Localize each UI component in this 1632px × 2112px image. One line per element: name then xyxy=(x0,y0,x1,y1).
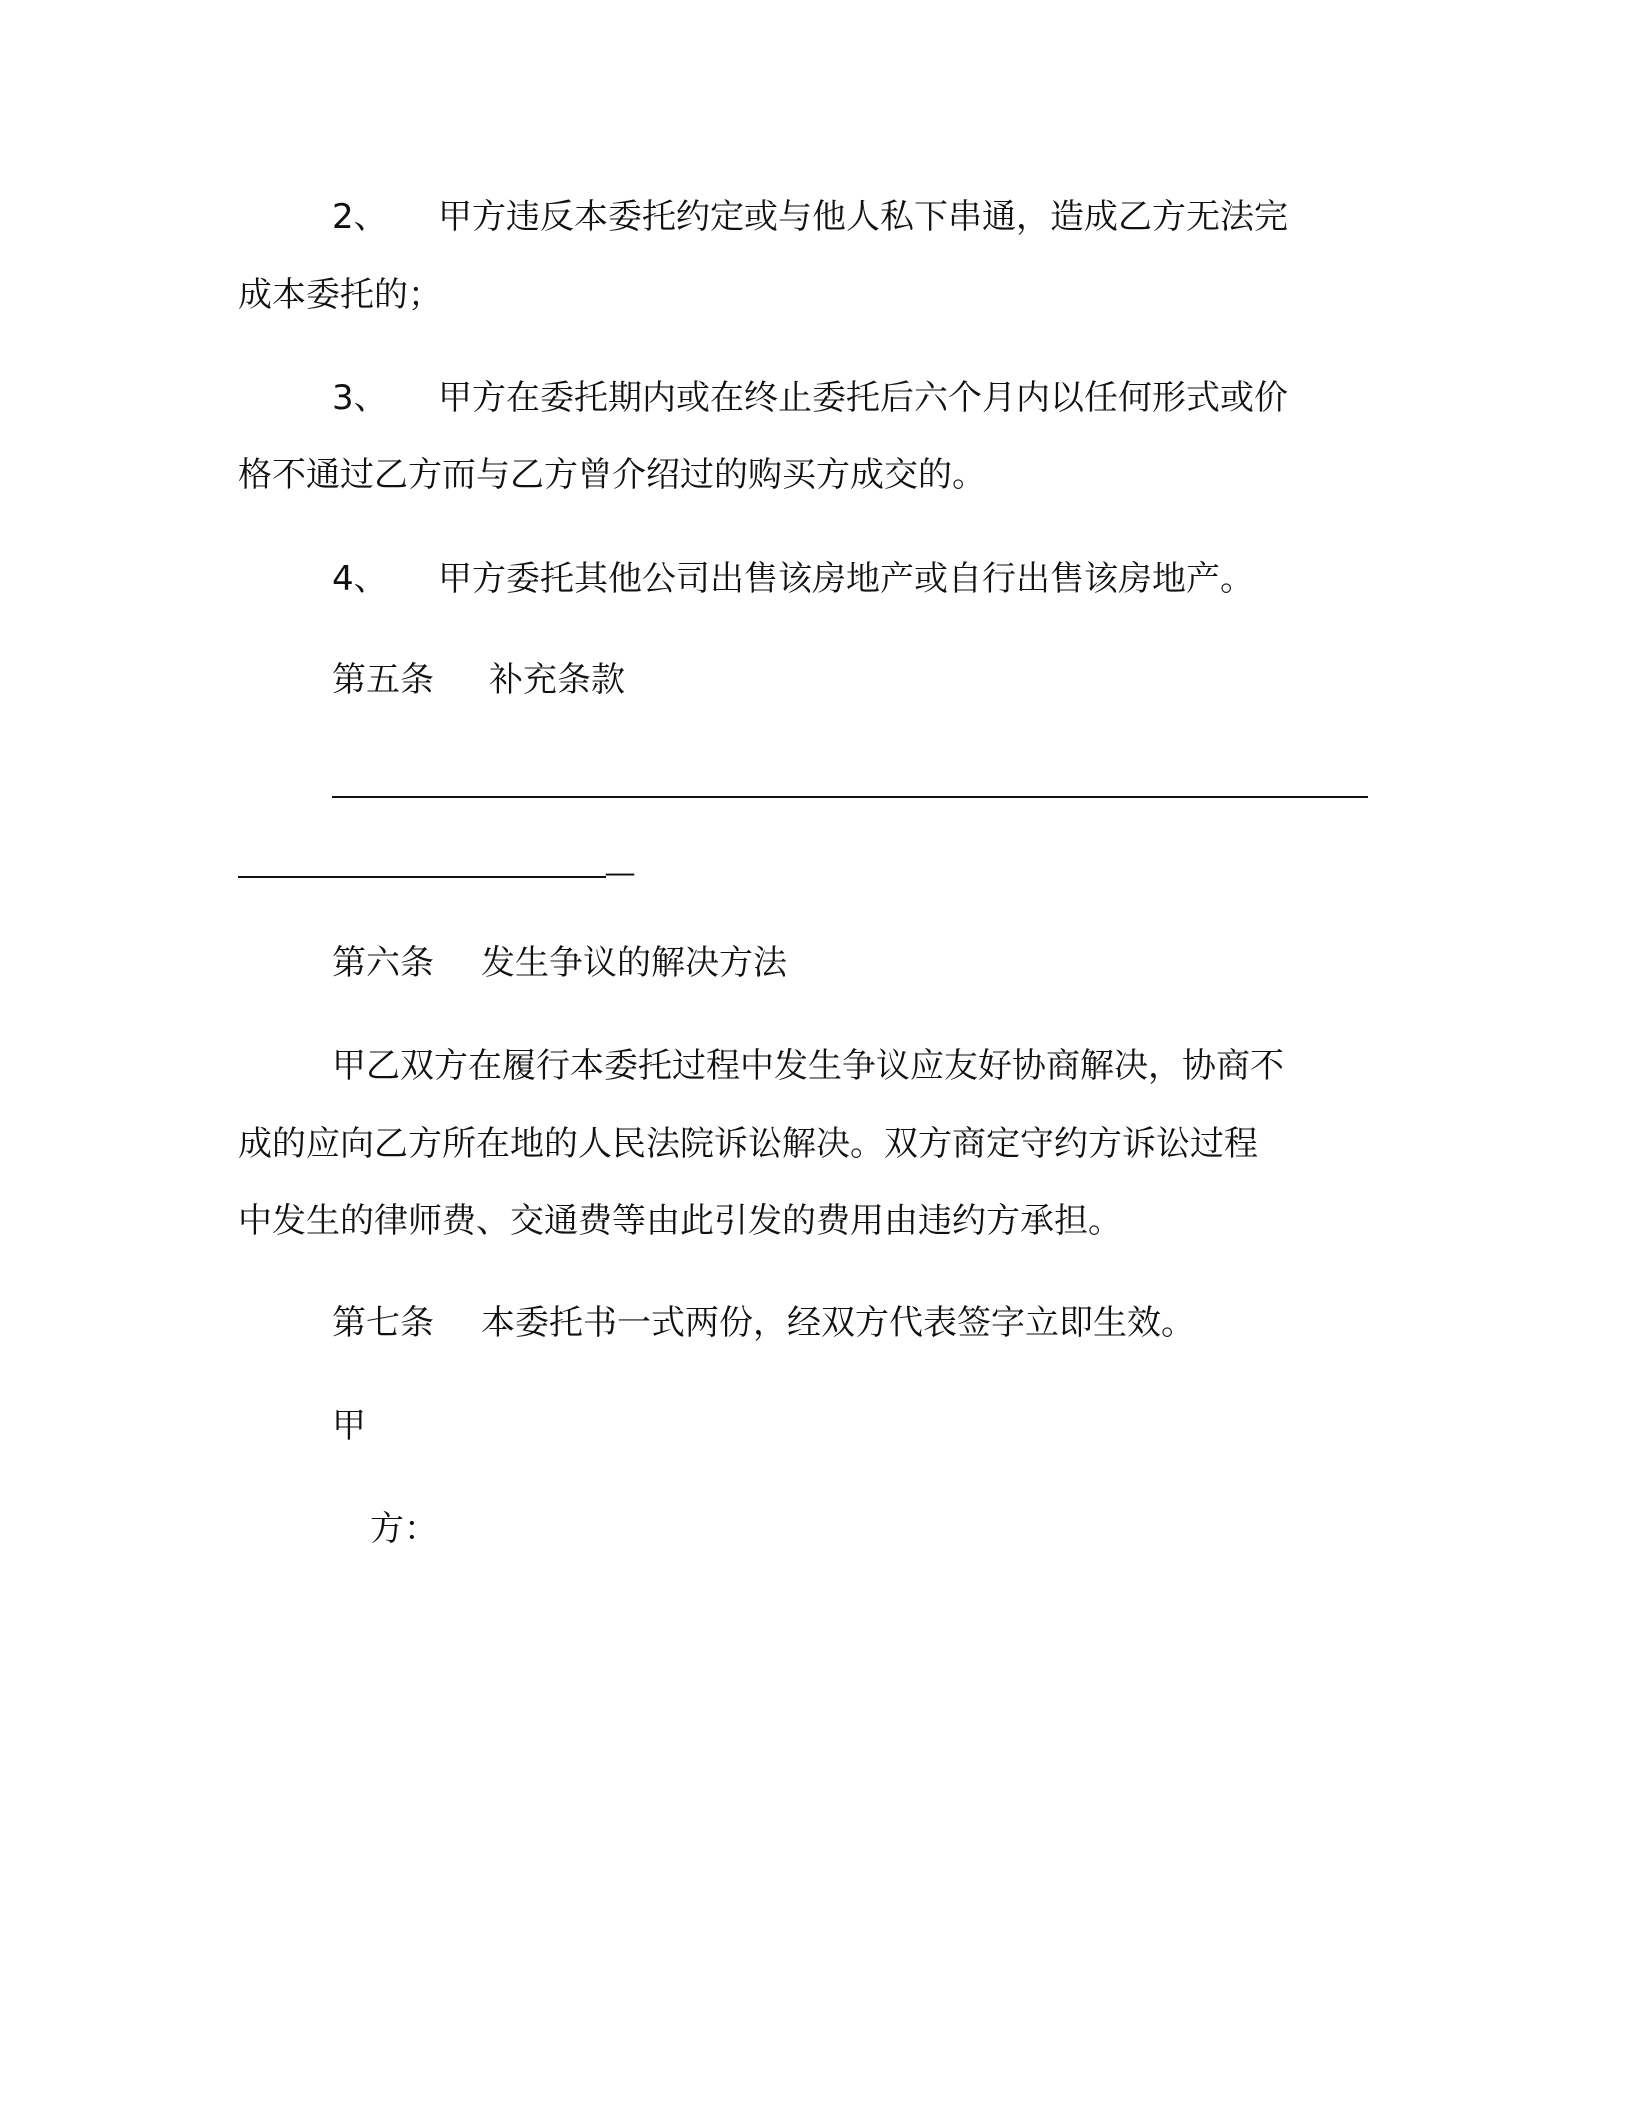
item-2-line-2: 成本委托的； xyxy=(238,275,442,315)
article-5-title: 补充条款 xyxy=(489,660,625,700)
item-4-line-1: 甲方委托其他公司出售该房地产或自行出售该房地产。 xyxy=(438,559,1254,599)
article-6-body-line-2: 成的应向乙方所在地的人民法院诉讼解决。双方商定守约方诉讼过程 xyxy=(238,1124,1258,1164)
article-6-body-line-1: 甲乙双方在履行本委托过程中发生争议应友好协商解决，协商不 xyxy=(332,1046,1284,1086)
article-7-label: 第七条 xyxy=(332,1303,434,1343)
article-6-title: 发生争议的解决方法 xyxy=(481,943,787,983)
signature-party-char: 甲 xyxy=(332,1406,366,1446)
item-4-number: 4、 xyxy=(332,559,388,599)
blank-line-2 xyxy=(238,876,606,878)
signature-party-suffix: 方： xyxy=(370,1509,438,1549)
item-2-number: 2、 xyxy=(332,197,388,237)
article-6-label: 第六条 xyxy=(332,943,434,983)
article-6-body-line-3: 中发生的律师费、交通费等由此引发的费用由违约方承担。 xyxy=(238,1201,1122,1241)
item-3-line-1: 甲方在委托期内或在终止委托后六个月内以任何形式或价 xyxy=(438,378,1288,418)
blank-line-tail: __ xyxy=(606,843,634,876)
article-5-label: 第五条 xyxy=(332,660,434,700)
blank-line-1 xyxy=(332,796,1368,798)
item-3-line-2: 格不通过乙方而与乙方曾介绍过的购买方成交的。 xyxy=(238,455,986,495)
article-7-text: 本委托书一式两份，经双方代表签字立即生效。 xyxy=(481,1303,1195,1343)
item-2-line-1: 甲方违反本委托约定或与他人私下串通，造成乙方无法完 xyxy=(438,197,1288,237)
item-3-number: 3、 xyxy=(332,378,388,418)
